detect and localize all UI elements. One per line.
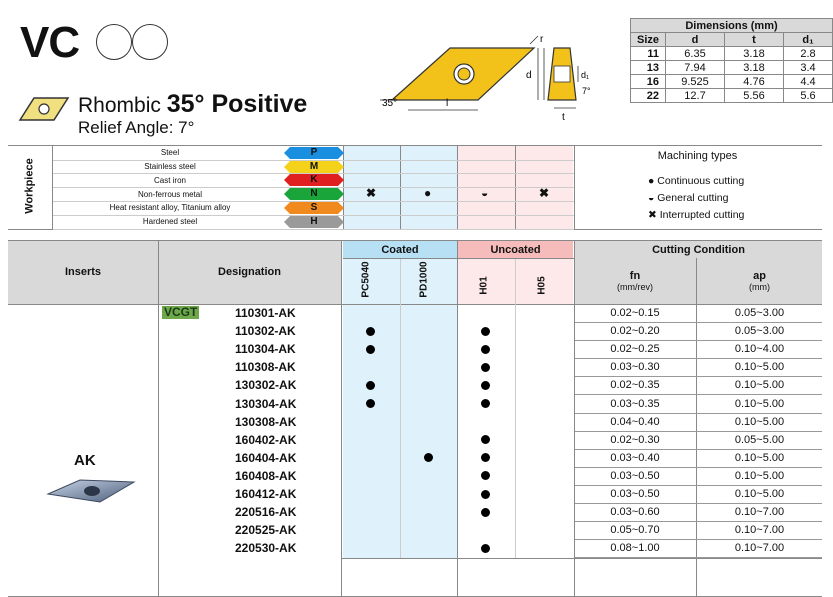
iso-code-s: S: [290, 202, 338, 214]
fn-cell: 0.02~0.25: [610, 343, 660, 356]
ap-cell: 0.10~5.00: [734, 451, 785, 464]
inserts-header: Inserts: [64, 266, 102, 278]
designation-cell: 160404-AK: [235, 450, 297, 465]
iso-code-m: M: [290, 161, 338, 173]
ap-cell: 0.05~3.00: [734, 307, 785, 319]
ap-header: ap (mm): [749, 270, 770, 292]
table-row: 11 6.35 3.18 2.8: [631, 47, 833, 61]
ap-cell: 0.05~5.00: [734, 433, 785, 446]
ap-cell: 0.10~5.00: [734, 488, 785, 500]
availability-dot: [366, 327, 375, 336]
designation-cell: 220516-AK: [235, 505, 297, 520]
ap-cell: 0.10~5.00: [734, 397, 785, 410]
availability-dot: [481, 381, 490, 390]
grade-h05: H05: [536, 276, 548, 295]
circle-icon: [96, 24, 132, 60]
svg-text:7°: 7°: [582, 86, 591, 96]
grade-h01: H01: [478, 276, 490, 295]
table-row: 13 7.94 3.18 3.4: [631, 61, 833, 75]
ap-cell: 0.10~7.00: [734, 524, 785, 537]
ap-cell: 0.10~7.00: [734, 506, 785, 519]
fn-cell: 0.03~0.50: [610, 469, 660, 482]
availability-dot: [481, 399, 490, 408]
fn-cell: 0.02~0.15: [610, 307, 660, 319]
designation-cell: 220525-AK: [235, 523, 297, 538]
fn-cell: 0.02~0.30: [610, 433, 660, 446]
iso-code-h: H: [290, 216, 338, 228]
fn-cell: 0.05~0.70: [610, 524, 660, 537]
designation-cell: 130302-AK: [235, 378, 297, 393]
designation-cell: 110302-AK: [235, 324, 296, 339]
workpiece-name: Stainless steel: [144, 162, 196, 172]
workpiece-row: [55, 201, 285, 215]
availability-dot: [366, 399, 375, 408]
fn-cell: 0.03~0.40: [610, 451, 660, 464]
fn-header: fn (mm/rev): [617, 270, 653, 292]
insert-name: AK: [74, 452, 96, 469]
legend-interrupted: ✖ Interrupted cutting: [648, 209, 745, 221]
workpiece-name: Hardened steel: [142, 217, 198, 227]
fn-cell: 0.08~1.00: [610, 542, 660, 555]
iso-code-p: P: [290, 147, 338, 159]
general-cutting-mark: ◒: [481, 186, 489, 201]
availability-dot: [366, 381, 375, 390]
fn-cell: 0.03~0.60: [610, 506, 660, 519]
cutting-condition-header: Cutting Condition: [652, 244, 745, 256]
fn-cell: 0.03~0.35: [610, 397, 660, 410]
ap-cell: 0.10~5.00: [734, 415, 785, 428]
interrupted-cutting-mark: ✖: [539, 186, 550, 201]
workpiece-name: Heat resistant alloy, Titanium alloy: [109, 203, 231, 213]
series-title: VC: [20, 18, 80, 67]
designation-cell: 160408-AK: [235, 468, 297, 483]
iso-code-k: K: [290, 174, 338, 186]
availability-dot: [481, 490, 490, 499]
designation-cell: 130304-AK: [235, 396, 297, 411]
availability-dot: [481, 471, 490, 480]
workpiece-label: Workpiece: [24, 158, 36, 214]
rhombic-insert-icon: [16, 94, 72, 124]
availability-dot: [481, 345, 490, 354]
ap-cell: 0.10~4.00: [734, 343, 785, 356]
fn-cell: 0.04~0.40: [610, 415, 660, 428]
availability-dot: [481, 453, 490, 462]
designation-prefix: VCGT: [164, 305, 198, 319]
table-row: 16 9.525 4.76 4.4: [631, 75, 833, 89]
ap-cell: 0.10~7.00: [734, 542, 785, 555]
continuous-cutting-mark: ●: [424, 186, 432, 201]
designation-cell: 110308-AK: [235, 360, 296, 375]
designation-cell: 160412-AK: [235, 487, 297, 501]
ap-cell: 0.10~5.00: [734, 379, 785, 392]
legend-continuous: ● Continuous cutting: [648, 175, 745, 187]
circle-icon: [132, 24, 168, 60]
workpiece-name: Non-ferrous metal: [137, 189, 203, 199]
machining-types-title: Machining types: [657, 150, 738, 162]
designation-header: Designation: [218, 266, 281, 278]
availability-dot: [481, 544, 490, 553]
dimensions-title: Dimensions (mm): [631, 19, 833, 33]
designation-cell: 110301-AK: [235, 306, 296, 320]
designation-cell: 220530-AK: [235, 541, 297, 556]
designation-cell: 110304-AK: [235, 342, 296, 357]
svg-text:d₁: d₁: [581, 70, 590, 80]
workpiece-row: [55, 174, 285, 188]
coated-header: Coated: [381, 244, 419, 256]
availability-dot: [481, 363, 490, 372]
workpiece-name: Cast iron: [153, 175, 186, 185]
fn-cell: 0.02~0.20: [610, 325, 660, 338]
workpiece-row: [55, 215, 285, 229]
svg-text:d: d: [526, 70, 532, 81]
uncoated-header: Uncoated: [490, 244, 541, 256]
grade-pd1000: PD1000: [418, 261, 430, 298]
availability-dot: [481, 435, 490, 444]
angle-label: 35°: [382, 98, 398, 109]
fn-cell: 0.03~0.50: [610, 488, 660, 500]
svg-text:l: l: [446, 98, 449, 109]
svg-text:t: t: [562, 112, 565, 123]
relief-angle: Relief Angle: 7°: [78, 118, 195, 137]
workpiece-name: Steel: [160, 148, 180, 158]
fn-cell: 0.03~0.30: [610, 361, 660, 374]
availability-dot: [481, 327, 490, 336]
ap-cell: 0.10~5.00: [734, 361, 785, 374]
insert-dimension-diagram: [378, 34, 603, 124]
designation-cell: 130308-AK: [235, 414, 297, 429]
legend-general: ◒ General cutting: [648, 192, 729, 204]
fn-cell: 0.02~0.35: [610, 379, 660, 392]
insert-photo: [46, 478, 136, 504]
designation-cell: 160402-AK: [235, 432, 297, 447]
grade-pc5040: PC5040: [360, 261, 372, 298]
svg-text:r: r: [540, 34, 544, 45]
shape-title: Rhombic 35° Positive: [78, 90, 308, 118]
iso-code-n: N: [290, 188, 338, 200]
ap-cell: 0.05~3.00: [734, 325, 785, 338]
interrupted-cutting-mark: ✖: [366, 186, 377, 201]
ap-cell: 0.10~5.00: [734, 469, 785, 482]
availability-dot: [366, 345, 375, 354]
table-row: 22 12.7 5.56 5.6: [631, 89, 833, 103]
dimensions-table: Dimensions (mm) Size d t d₁ 11 6.35 3.18 2.8 13 7.94 3.18 3.4 16 9.525 4.76 4.4 22 12.7 5.56 5.6: [630, 18, 833, 103]
availability-dot: [481, 508, 490, 517]
workpiece-row: [55, 160, 285, 174]
workpiece-row: [55, 146, 285, 160]
workpiece-row: [55, 187, 285, 201]
